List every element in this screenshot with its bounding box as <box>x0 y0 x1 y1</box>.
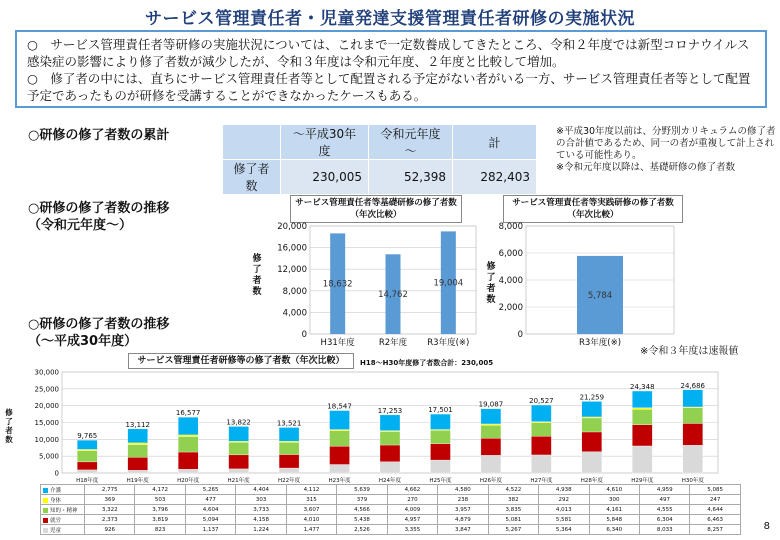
chart3-x-tick: H27年度 <box>530 478 553 484</box>
chart3-segment <box>330 411 350 430</box>
chart3-x-tick: H21年度 <box>227 478 250 484</box>
chart3-segment <box>683 408 703 424</box>
chart3-segment <box>128 443 148 445</box>
chart2-y-tick: 2,000 <box>498 303 523 313</box>
chart2-y-tick: 8,000 <box>498 222 523 232</box>
chart3-segment <box>178 469 198 473</box>
chart2-y-tick: 6,000 <box>498 249 523 259</box>
chart3-table-cell: 3,835 <box>488 505 538 515</box>
chart3-table-cell: 3,957 <box>438 505 488 515</box>
chart3-segment <box>481 409 501 424</box>
chart3-title: サービス管理責任者研修等の修了者数（年次比較） <box>128 353 354 369</box>
chart3-table-cell: 315 <box>286 495 336 505</box>
chart3-table-cell: 4,957 <box>387 515 437 525</box>
chart3-segment <box>632 408 652 410</box>
chart3-segment <box>683 423 703 445</box>
cumulative-notes <box>556 126 776 174</box>
chart3-segment <box>683 390 703 407</box>
chart3-legend-swatch <box>43 498 48 503</box>
chart3-table-cell: 4,610 <box>589 485 639 495</box>
chart3-segment <box>531 405 551 422</box>
chart3-table-cell: 247 <box>690 495 740 505</box>
cumulative-header-h30: ～平成30年度 <box>281 125 369 160</box>
chart3-segment <box>582 401 602 417</box>
chart3-segment <box>582 418 602 432</box>
chart3-segment <box>632 446 652 473</box>
chart3-table-cell: 823 <box>135 525 185 535</box>
chart3-table-cell: 4,959 <box>639 485 689 495</box>
chart2-y-label: 修了者数 <box>486 262 496 305</box>
note-2: ※令和元年度以降は、基礎研修の修了者数 <box>556 162 735 173</box>
chart3-total-label: 9,765 <box>77 432 98 441</box>
chart2-practical-training <box>498 218 678 354</box>
summary-point-1: ○ サービス管理責任者等研修の実施状況については、これまで一定数養成してきたところ、令和２年度では新型コロナウイルス感染症の影響により修了者数が減少したが、令和３年度は令和元年度、２年度と比較して増加。 <box>27 37 750 69</box>
cumulative-table <box>222 124 537 195</box>
chart3-y-label: 修了者数 <box>5 408 13 444</box>
chart3-segment <box>279 427 299 441</box>
chart2-x-tick: R3年度(※) <box>578 338 622 348</box>
chart3-table-cell: 8,257 <box>690 525 740 535</box>
chart3-x-tick: H28年度 <box>580 478 603 484</box>
chart1-y-tick: 20,000 <box>277 222 307 232</box>
chart3-y-tick: 10,000 <box>34 435 59 444</box>
chart1-x-tick: H31年度 <box>320 338 355 348</box>
chart3-table-cell: 4,158 <box>236 515 286 525</box>
cumulative-header-blank <box>223 125 281 160</box>
chart3-table-cell: 497 <box>639 495 689 505</box>
chart3-legend-name: 介護 <box>50 487 62 494</box>
chart3-table-cell: 4,938 <box>539 485 589 495</box>
chart3-y-tick: 25,000 <box>34 385 59 394</box>
chart3-table-cell: 5,364 <box>539 525 589 535</box>
summary-box <box>15 30 767 108</box>
chart3-segment <box>229 441 249 442</box>
chart3-segment <box>330 430 350 431</box>
chart3-x-tick: H19年度 <box>126 478 149 484</box>
chart3-legend-swatch <box>43 508 48 513</box>
chart3-table-cell: 382 <box>488 495 538 505</box>
chart3-segment <box>531 423 551 437</box>
chart3-table-cell: 5,639 <box>337 485 387 495</box>
chart3-segment <box>632 425 652 446</box>
chart3-table-cell: 5,438 <box>337 515 387 525</box>
chart3-table-cell: 1,477 <box>286 525 336 535</box>
chart3-segment <box>178 417 198 435</box>
chart3-table-cell: 5,081 <box>488 515 538 525</box>
chart3-table-row <box>41 515 741 525</box>
chart3-table-cell: 4,566 <box>337 505 387 515</box>
chart3-y-tick: 0 <box>54 469 59 478</box>
chart3-total-label: 13,112 <box>125 420 150 429</box>
chart3-segment <box>77 440 97 449</box>
trend-heading-r1-line2: （令和元年度～） <box>28 218 133 233</box>
chart3-segment <box>330 446 350 464</box>
chart3-table-series-label <box>41 485 85 495</box>
chart3-x-tick: H30年度 <box>681 478 704 484</box>
cumulative-value-row <box>223 160 537 195</box>
chart3-y-tick: 30,000 <box>34 368 59 377</box>
chart3-segment <box>229 455 249 469</box>
chart3-table-cell: 503 <box>135 495 185 505</box>
chart3-table-cell: 4,112 <box>286 485 336 495</box>
chart3-table-cell: 4,013 <box>539 505 589 515</box>
chart3-segment <box>229 469 249 473</box>
chart3-total-label: 21,259 <box>579 393 605 402</box>
chart3-table-cell: 3,847 <box>438 525 488 535</box>
chart3-table-cell: 4,522 <box>488 485 538 495</box>
chart3-total-label: 17,501 <box>428 406 453 415</box>
chart3-x-tick: H25年度 <box>429 478 452 484</box>
chart2-y-tick: 4,000 <box>498 276 523 286</box>
chart3-table-cell: 4,879 <box>438 515 488 525</box>
chart3-table-series-label <box>41 515 85 525</box>
chart3-segment <box>582 432 602 452</box>
chart3-x-tick: H24年度 <box>378 478 402 484</box>
chart1-y-tick: 8,000 <box>282 286 307 297</box>
chart3-legend-swatch <box>43 528 48 533</box>
chart3-table-cell: 3,819 <box>135 515 185 525</box>
chart3-table-row <box>41 505 741 515</box>
chart3-table-cell: 1,224 <box>236 525 286 535</box>
chart3-total-label: 19,087 <box>478 400 504 409</box>
chart3-segment <box>330 464 350 473</box>
chart3-table-cell: 3,322 <box>85 505 135 515</box>
chart3-legend-name: 就労 <box>50 517 62 524</box>
chart3-segment <box>229 442 249 455</box>
chart3-table-cell: 6,304 <box>639 515 689 525</box>
chart3-total-label: 20,527 <box>529 397 554 406</box>
chart3-x-tick: H20年度 <box>177 478 200 484</box>
chart3-table-cell: 303 <box>236 495 286 505</box>
chart3-y-tick: 5,000 <box>38 452 59 461</box>
chart3-table-cell: 5,848 <box>589 515 639 525</box>
chart3-segment <box>128 429 148 443</box>
trend-heading-h30 <box>28 316 169 350</box>
chart1-x-tick: R2年度 <box>378 338 408 348</box>
chart3-segment <box>582 452 602 473</box>
chart3-table-cell: 300 <box>589 495 639 505</box>
chart3-segment <box>582 417 602 418</box>
chart3-table-cell: 238 <box>438 495 488 505</box>
chart3-table-cell: 369 <box>85 495 135 505</box>
chart3-total-label: 13,822 <box>226 418 251 427</box>
note-1: ※平成30年度以前は、分野別カリキュラムの修了者の合計値であるため、同一の者が重複して計上されている可能性あり。 <box>556 126 776 161</box>
chart3-table-cell: 2,373 <box>85 515 135 525</box>
chart3-total-label: 24,686 <box>680 381 706 390</box>
chart3-segment <box>481 438 501 455</box>
chart3-legend-name: 身体 <box>50 497 62 504</box>
chart3-legend-name: 児童 <box>50 527 62 534</box>
cumulative-heading: ○研修の修了者数の累計 <box>28 128 170 143</box>
page-number: 8 <box>763 521 770 532</box>
chart3-segment <box>430 444 450 460</box>
chart3-segment <box>632 391 652 408</box>
chart3-table-series-label <box>41 505 85 515</box>
chart3-stacked-history <box>14 366 722 486</box>
chart3-segment <box>531 436 551 455</box>
chart3-x-tick: H22年度 <box>278 478 301 484</box>
chart1-basic-training <box>264 218 480 354</box>
chart3-table-cell: 3,796 <box>135 505 185 515</box>
chart3-table-cell: 477 <box>185 495 235 505</box>
chart3-segment <box>229 426 249 441</box>
chart3-table-cell: 5,265 <box>185 485 235 495</box>
chart3-legend-name: 知的・精神 <box>50 507 78 514</box>
chart2-bar-label: 5,784 <box>587 290 613 301</box>
chart3-segment <box>380 415 400 431</box>
chart3-segment <box>531 455 551 473</box>
chart3-segment <box>380 432 400 445</box>
chart3-segment <box>380 445 400 462</box>
chart3-segment <box>77 470 97 473</box>
chart3-legend-swatch <box>43 488 48 493</box>
chart3-table-cell: 4,404 <box>236 485 286 495</box>
chart3-total-label: 18,547 <box>327 402 352 411</box>
chart3-table-cell: 2,526 <box>337 525 387 535</box>
chart3-total-label: 24,348 <box>630 383 655 392</box>
chart3-x-tick: H26年度 <box>479 478 502 484</box>
chart3-table-cell: 3,607 <box>286 505 336 515</box>
chart1-bar-label: 18,632 <box>322 279 353 290</box>
chart3-segment <box>481 425 501 438</box>
chart3-x-tick: H29年度 <box>631 478 654 484</box>
chart3-table-series-label <box>41 525 85 535</box>
trend-heading-h30-line1: ○研修の修了者数の推移 <box>28 317 170 332</box>
chart3-segment <box>430 460 450 473</box>
chart1-y-tick: 0 <box>301 330 307 340</box>
chart3-table-cell: 5,094 <box>185 515 235 525</box>
chart2-title: サービス管理責任者等実践研修の修了者数（年次比較） <box>503 195 683 223</box>
chart3-subtitle: H18～H30年度修了者数合計：230,005 <box>360 359 494 367</box>
chart3-segment <box>279 442 299 454</box>
chart3-table-cell: 4,580 <box>438 485 488 495</box>
chart3-segment <box>632 409 652 424</box>
chart3-table-cell: 4,604 <box>185 505 235 515</box>
chart3-table-cell: 4,172 <box>135 485 185 495</box>
chart1-y-tick: 12,000 <box>277 265 307 276</box>
chart1-y-label: 修了者数 <box>252 254 262 297</box>
chart3-segment <box>128 470 148 473</box>
chart3-x-tick: H18年度 <box>76 478 99 484</box>
cumulative-value-r1: 52,398 <box>369 160 453 195</box>
chart3-segment <box>330 431 350 446</box>
chart3-table-series-label <box>41 495 85 505</box>
cumulative-header-row <box>223 125 537 160</box>
chart3-table-cell: 4,009 <box>387 505 437 515</box>
chart3-segment <box>178 437 198 453</box>
chart2-y-tick: 0 <box>517 330 523 340</box>
chart3-data-table <box>40 484 741 535</box>
cumulative-value-total: 282,403 <box>453 160 537 195</box>
chart3-segment <box>430 430 450 443</box>
chart3-table-cell: 5,085 <box>690 485 740 495</box>
chart3-table-row <box>41 495 741 505</box>
chart3-table-cell: 926 <box>85 525 135 535</box>
chart1-x-tick: R3年度(※) <box>427 338 470 348</box>
chart3-segment <box>128 457 148 470</box>
chart3-segment <box>77 462 97 470</box>
chart3-y-tick: 20,000 <box>34 402 59 411</box>
chart3-segment <box>380 462 400 473</box>
chart3-segment <box>683 445 703 473</box>
chart1-bar-label: 14,762 <box>378 290 408 301</box>
chart3-table-cell: 292 <box>539 495 589 505</box>
chart3-segment <box>279 455 299 469</box>
chart3-segment <box>279 441 299 442</box>
chart3-table-cell: 4,644 <box>690 505 740 515</box>
chart1-y-tick: 16,000 <box>277 243 307 254</box>
cumulative-header-r1: 令和元年度～ <box>369 125 453 160</box>
chart3-segment <box>279 468 299 473</box>
cumulative-row-label: 修了者数 <box>223 160 281 195</box>
chart3-table-cell: 3,355 <box>387 525 437 535</box>
trend-heading-r1-line1: ○研修の修了者数の推移 <box>28 201 170 216</box>
summary-point-2: ○ 修了者の中には、直ちにサービス管理責任者等として配置される予定がない者がいる一方、サービス管理責任者等として配置予定であったものが研修を受講することができなかったケースもある。 <box>27 71 751 103</box>
cumulative-value-h30: 230,005 <box>281 160 369 195</box>
page-title: サービス管理責任者・児童発達支援管理責任者研修の実施状況 <box>145 9 635 29</box>
chart3-table-cell: 379 <box>337 495 387 505</box>
trend-heading-r1 <box>28 200 169 234</box>
chart3-table-cell: 3,733 <box>236 505 286 515</box>
chart3-total-label: 16,577 <box>175 409 201 418</box>
chart1-y-tick: 4,000 <box>282 308 307 319</box>
chart3-table-cell: 1,137 <box>185 525 235 535</box>
chart3-segment <box>481 455 501 473</box>
chart3-legend-swatch <box>43 518 48 523</box>
chart3-table-cell: 270 <box>387 495 437 505</box>
chart3-table-cell: 5,581 <box>539 515 589 525</box>
chart3-table-cell: 2,775 <box>85 485 135 495</box>
chart3-segment <box>178 452 198 469</box>
chart3-table-cell: 4,555 <box>639 505 689 515</box>
chart3-table-row <box>41 525 741 535</box>
chart3-y-tick: 15,000 <box>34 419 59 427</box>
chart1-title: サービス管理責任者等基礎研修の修了者数（年次比較） <box>290 195 462 223</box>
chart3-segment <box>77 449 97 450</box>
chart3-total-label: 17,253 <box>377 406 403 415</box>
chart3-table-cell: 4,010 <box>286 515 336 525</box>
chart1-bar-label: 19,004 <box>433 278 464 289</box>
chart3-x-tick: H23年度 <box>328 478 351 484</box>
trend-heading-h30-line2: （～平成30年度） <box>28 334 138 349</box>
sokuho-note: ※令和３年度は速報値 <box>640 346 739 357</box>
chart3-table-row <box>41 485 741 495</box>
chart3-segment <box>128 445 148 458</box>
cumulative-header-total: 計 <box>453 125 537 160</box>
chart3-segment <box>430 414 450 429</box>
chart3-segment <box>178 435 198 437</box>
chart3-segment <box>77 451 97 462</box>
chart3-table-cell: 6,463 <box>690 515 740 525</box>
chart3-total-label: 13,521 <box>276 419 302 428</box>
chart3-segment <box>481 424 501 425</box>
chart3-table-cell: 4,662 <box>387 485 437 495</box>
chart3-table-cell: 5,267 <box>488 525 538 535</box>
chart3-table-cell: 8,033 <box>639 525 689 535</box>
chart3-table-cell: 6,340 <box>589 525 639 535</box>
chart3-table-cell: 4,161 <box>589 505 639 515</box>
